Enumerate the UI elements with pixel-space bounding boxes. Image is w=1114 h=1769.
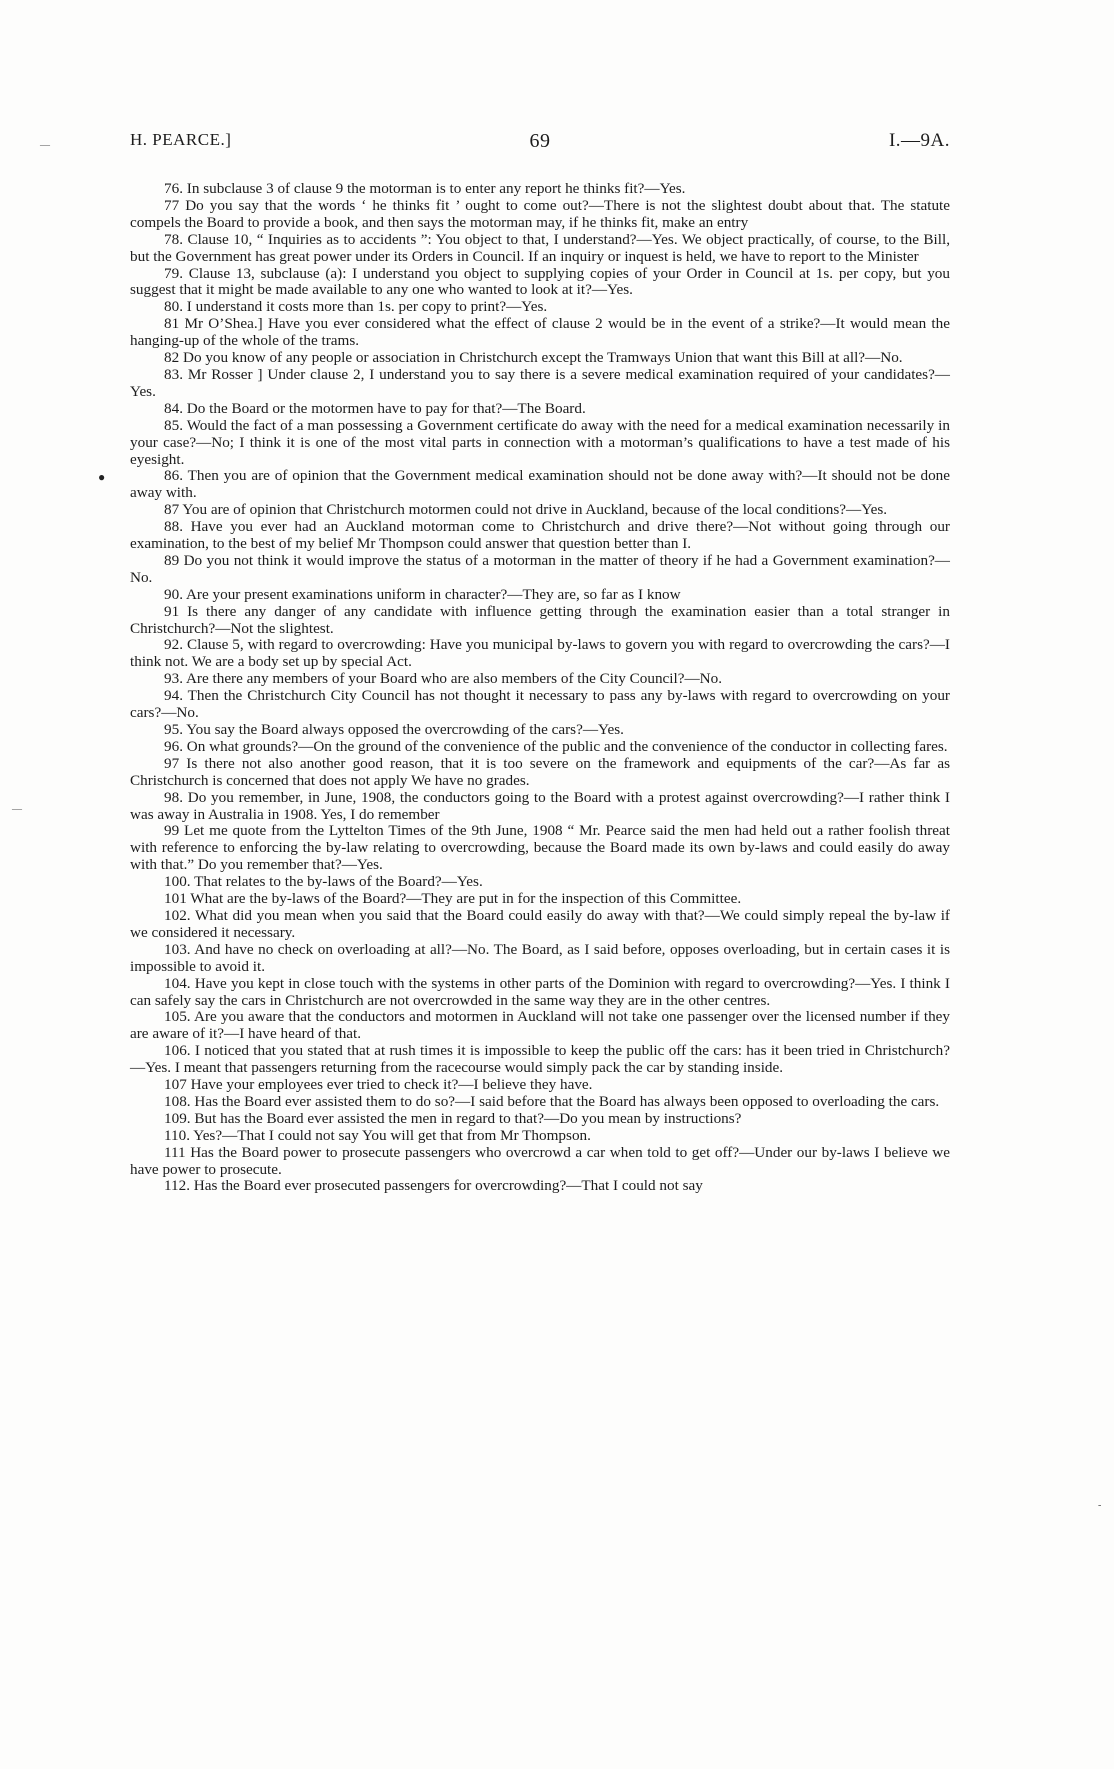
margin-mark: —: [40, 140, 50, 151]
paragraph: 106. I noticed that you stated that at rush times it is impossible to keep the public off the cars: has it been tried in Christchurch?—Yes. I meant that passengers returning from the racecourse would simply pack the car by standing inside.: [130, 1042, 950, 1077]
paragraph: 78. Clause 10, “ Inquiries as to accidents ”: You object to that, I understand?—Yes. We object practically, of course, to the Bill, but the Government has great power under its Orders in Council. If an inquiry or inquest is held, we have to report to the Minister: [130, 230, 950, 265]
paragraph: 103. And have no check on overloading at all?—No. The Board, as I said before, opposes overloading, but in certain cases it is impossible to avoid it.: [130, 940, 950, 975]
paragraph: 100. That relates to the by-laws of the Board?—Yes.: [164, 873, 483, 891]
margin-bullet-mark: ●: [98, 470, 106, 484]
paragraph: 92. Clause 5, with regard to overcrowding: Have you municipal by-laws to govern you with regard to overcrowding the cars?—I think not. We are a body set up by special Act.: [130, 636, 950, 671]
paragraph: 83. Mr Rosser ] Under clause 2, I understand you to say there is a severe medical examination required of your candidates?—Yes.: [130, 365, 950, 400]
paragraph: 112. Has the Board ever prosecuted passengers for overcrowding?—That I could not say: [164, 1177, 703, 1195]
paragraph: 94. Then the Christchurch City Council has not thought it necessary to pass any by-laws with regard to overcrowding on your cars?—No.: [130, 687, 950, 722]
paragraph: 89 Do you not think it would improve the status of a motorman in the matter of theory if he had a Government examination?—No.: [130, 551, 950, 586]
margin-mark: -: [1098, 1500, 1102, 1511]
paragraph: 86. Then you are of opinion that the Government medical examination should not be done away with?—It should not be done away with.: [130, 467, 950, 502]
paragraph: 111 Has the Board power to prosecute passengers who overcrowd a car when told to get off?—Under our by-laws I believe we have power to prosecute.: [130, 1143, 950, 1178]
paragraph: 91 Is there any danger of any candidate with influence getting through the examination easier than a total stranger in Christchurch?—Not the slightest.: [130, 602, 950, 637]
paragraph: 80. I understand it costs more than 1s. per copy to print?—Yes.: [164, 298, 548, 316]
paragraph: 98. Do you remember, in June, 1908, the conductors going to the Board with a protest against overcrowding?—I rather think I was away in Australia in 1908. Yes, I do remember: [130, 788, 950, 823]
running-head: [130, 130, 950, 160]
paragraph: 77 Do you say that the words ‘ he thinks fit ’ ought to come out?—There is not the slightest doubt about that. The statute compels the Board to provide a book, and then says the motorman may, if he thinks fit, make an entry: [130, 196, 950, 231]
paragraph: 109. But has the Board ever assisted the men in regard to that?—Do you mean by instructions?: [164, 1109, 742, 1127]
paragraph: 76. In subclause 3 of clause 9 the motorman is to enter any report he thinks fit?—Yes.: [164, 180, 686, 197]
paragraph: 88. Have you ever had an Auckland motorman come to Christchurch and drive there?—Not without going through our examination, to the best of my belief Mr Thompson could answer that question better than I.: [130, 518, 950, 553]
paragraph: 79. Clause 13, subclause (a): I understand you object to supplying copies of your Order in Council at 1s. per copy, but you suggest that it might be made available to any one who wanted to look at it?—Yes.: [130, 264, 950, 299]
paragraph: 95. You say the Board always opposed the overcrowding of the cars?—Yes.: [164, 721, 624, 738]
paragraph: 107 Have your employees ever tried to check it?—I believe they have.: [164, 1076, 593, 1094]
paragraph: 104. Have you kept in close touch with the systems in other parts of the Dominion with regard to overcrowding?—Yes. I think I can safely say the cars in Christchurch are not overcrowded in the same way they are in the other centres.: [130, 974, 950, 1009]
paragraph: 102. What did you mean when you said that the Board could easily do away with that?—We could simply repeal the by-law if we considered it necessary.: [130, 906, 950, 941]
paragraph: 108. Has the Board ever assisted them to do so?—I said before that the Board has always been opposed to overloading the cars.: [164, 1092, 940, 1110]
paragraph: 93. Are there any members of your Board who are also members of the City Council?—No.: [164, 670, 722, 688]
paragraph: 96. On what grounds?—On the ground of the convenience of the public and the convenience of the conductor in collecting fares.: [164, 737, 948, 755]
paragraph: 99 Let me quote from the Lyttelton Times of the 9th June, 1908 “ Mr. Pearce said the men had held out a rather foolish threat with reference to enforcing the by-law relating to overcrowding, because the Board made its own by-laws and could easily do away with that.” Do you remember that?—Yes.: [130, 822, 950, 874]
paragraph: 110. Yes?—That I could not say You will get that from Mr Thompson.: [164, 1126, 591, 1144]
paragraph: 97 Is there not also another good reason, that it is too severe on the framework and equipments of the car?—As far as Christchurch is concerned that does not apply We have no grades.: [130, 754, 950, 789]
evidence-text: [130, 181, 950, 1195]
paragraph: 85. Would the fact of a man possessing a Government certificate do away with the need for a medical examination necessarily in your case?—No; I think it is one of the most vital parts in connection with a motorman’s qualifications to have a test made of his eyesight.: [130, 416, 950, 468]
paragraph: 84. Do the Board or the motormen have to pay for that?—The Board.: [164, 399, 586, 417]
margin-mark: —: [12, 804, 22, 815]
paragraph: 87 You are of opinion that Christchurch motormen could not drive in Auckland, because of the local conditions?—Yes.: [164, 501, 888, 519]
paper-reference: I.—9A.: [888, 130, 950, 151]
paragraph: 90. Are your present examinations uniform in character?—They are, so far as I know: [164, 585, 681, 603]
paragraph: 105. Are you aware that the conductors and motormen in Auckland will not take one passenger over the licensed number if they are aware of it?—I have heard of that.: [130, 1008, 950, 1043]
paragraph: 101 What are the by-laws of the Board?—They are put in for the inspection of this Committee.: [164, 890, 742, 908]
paragraph: 82 Do you know of any people or association in Christchurch except the Tramways Union that want this Bill at all?—No.: [164, 349, 903, 367]
witness-name: H. PEARCE.]: [130, 130, 232, 149]
page-number: 69: [529, 130, 551, 152]
paragraph: 81 Mr O’Shea.] Have you ever considered what the effect of clause 2 would be in the event of a strike?—It would mean the hanging-up of the whole of the trams.: [130, 315, 950, 350]
